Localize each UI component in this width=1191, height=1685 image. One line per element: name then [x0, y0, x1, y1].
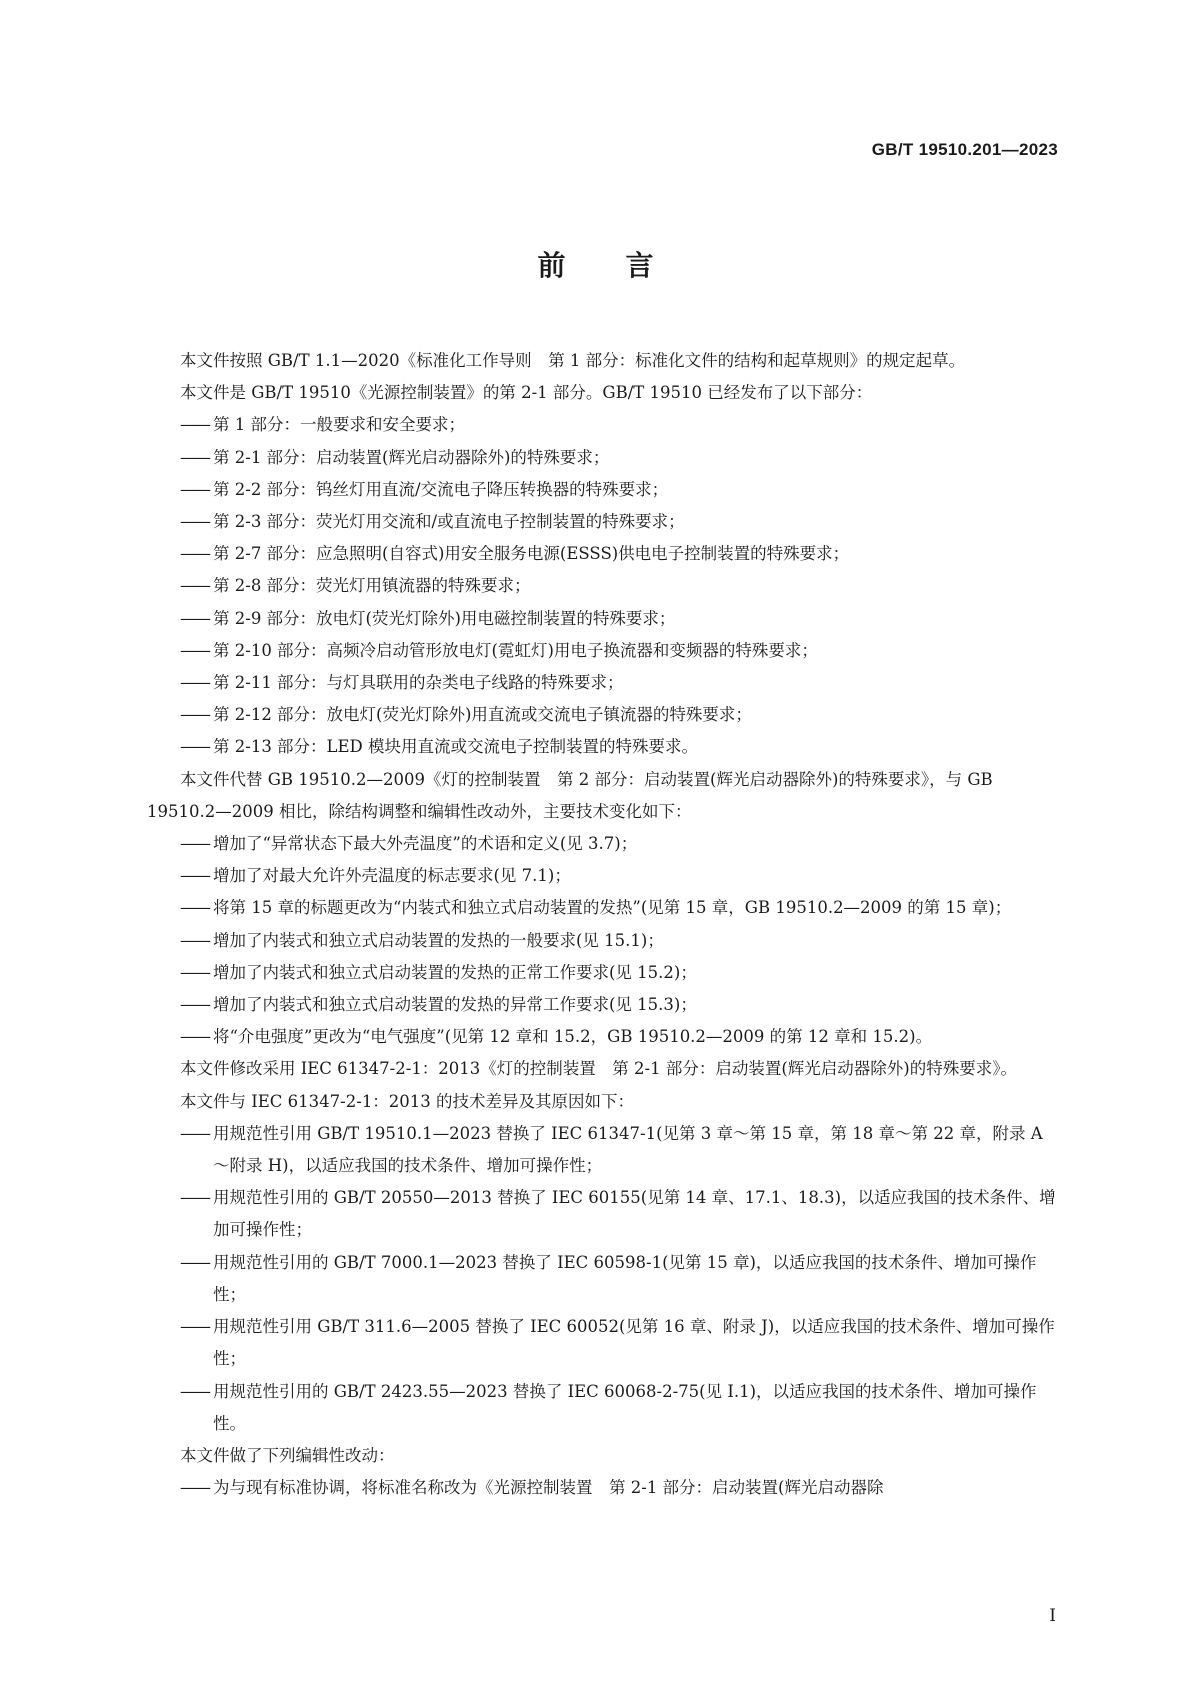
list-dash: ——: [180, 898, 209, 918]
list-dash: ——: [180, 576, 209, 596]
list-dash: ——: [180, 834, 209, 854]
list-item-text: 第 2-13 部分：LED 模块用直流或交流电子控制装置的特殊要求。: [213, 737, 699, 757]
list-item-text: 第 2-2 部分：钨丝灯用直流/交流电子降压转换器的特殊要求；: [213, 479, 669, 499]
paragraph: 本文件做了下列编辑性改动：: [180, 1445, 395, 1465]
list-dash: ——: [180, 705, 209, 725]
list-item: [147, 1021, 1059, 1053]
list-dash: ——: [180, 673, 209, 693]
list-item: [147, 860, 1059, 892]
list-dash: ——: [180, 930, 209, 950]
list-item: [147, 892, 1059, 924]
list-item-text: 用规范性引用 GB/T 311.6—2005 替换了 IEC 60052(见第 16 章、附录 J)，以适应我国的技术条件、增加可操作性；: [213, 1317, 1055, 1369]
list-item-text: 第 2-3 部分：荧光灯用交流和/或直流电子控制装置的特殊要求；: [213, 512, 685, 532]
paragraph: 本文件与 IEC 61347-2-1：2013 的技术差异及其原因如下：: [180, 1091, 635, 1111]
list-dash: ——: [180, 737, 209, 757]
list-item: [147, 474, 1059, 506]
list-item-text: 用规范性引用的 GB/T 2423.55—2023 替换了 IEC 60068-2-75(见 I.1)，以适应我国的技术条件、增加可操作性。: [213, 1381, 1037, 1433]
list-item: [147, 603, 1059, 635]
list-dash: ——: [180, 1478, 209, 1498]
paragraph: 本文件代替 GB 19510.2—2009《灯的控制装置 第 2 部分：启动装置(辉光启动器除外)的特殊要求》，与 GB 19510.2—2009 相比，除结构调整和编辑性改动外，主要技术变化如下：: [147, 769, 998, 821]
list-item: [147, 635, 1059, 667]
list-dash: ——: [180, 544, 209, 564]
list-item-text: 第 2-1 部分：启动装置(辉光启动器除外)的特殊要求；: [213, 447, 610, 467]
list-dash: ——: [180, 479, 209, 499]
list-item-text: 为与现有标准协调，将标准名称改为《光源控制装置 第 2-1 部分：启动装置(辉光启动器除: [213, 1478, 884, 1498]
list-item-text: 将第 15 章的标题更改为“内装式和独立式启动装置的发热”(见第 15 章，GB 19510.2—2009 的第 15 章)；: [213, 898, 1012, 918]
list-dash: ——: [180, 1317, 209, 1337]
list-item: [147, 409, 1059, 441]
list-item-text: 用规范性引用 GB/T 19510.1—2023 替换了 IEC 61347-1(见第 3 章～第 15 章，第 18 章～第 22 章，附录 A～附录 H)，以适应我国的技术条件、增加可操作性；: [213, 1123, 1043, 1176]
foreword-body: [147, 345, 1059, 1504]
page-number: I: [1049, 1606, 1056, 1626]
list-item-text: 第 2-10 部分：高频冷启动管形放电灯(霓虹灯)用电子换流器和变频器的特殊要求；: [213, 640, 818, 660]
list-item: [147, 1247, 1059, 1311]
list-item: [147, 538, 1059, 570]
page-title: 前言: [537, 249, 714, 282]
list-item-text: 第 2-9 部分：放电灯(荧光灯除外)用电磁控制装置的特殊要求；: [213, 608, 676, 628]
list-dash: ——: [180, 1123, 209, 1143]
list-dash: ——: [180, 995, 209, 1015]
list-item: [147, 570, 1059, 602]
list-dash: ——: [180, 1381, 209, 1401]
list-dash: ——: [180, 640, 209, 660]
paragraph: 本文件是 GB/T 19510《光源控制装置》的第 2-1 部分。GB/T 19510 已经发布了以下部分：: [180, 383, 873, 403]
list-item: [147, 1182, 1059, 1246]
list-item-text: 第 2-8 部分：荧光灯用镇流器的特殊要求；: [213, 576, 531, 596]
list-item-text: 增加了对最大允许外壳温度的标志要求(见 7.1)；: [213, 866, 571, 886]
list-item: [147, 957, 1059, 989]
list-item: [147, 1311, 1059, 1375]
list-item: [147, 1376, 1059, 1440]
list-item: [147, 506, 1059, 538]
standard-number: GB/T 19510.201—2023: [871, 140, 1058, 159]
list-dash: ——: [180, 866, 209, 886]
list-item-text: 用规范性引用的 GB/T 20550—2013 替换了 IEC 60155(见第 14 章、17.1、18.3)，以适应我国的技术条件、增加可操作性；: [213, 1188, 1056, 1240]
list-item: [147, 1118, 1059, 1182]
paragraph: 本文件修改采用 IEC 61347-2-1：2013《灯的控制装置 第 2-1 部分：启动装置(辉光启动器除外)的特殊要求》。: [180, 1059, 1017, 1079]
list-item: [147, 699, 1059, 731]
list-item: [147, 667, 1059, 699]
list-dash: ——: [180, 962, 209, 982]
list-item-text: 第 2-12 部分：放电灯(荧光灯除外)用直流或交流电子镇流器的特殊要求；: [213, 705, 752, 725]
list-item: [147, 442, 1059, 474]
list-item-text: 第 2-11 部分：与灯具联用的杂类电子线路的特殊要求；: [213, 673, 624, 693]
list-dash: ——: [180, 415, 209, 435]
list-item: [147, 989, 1059, 1021]
list-item: [147, 925, 1059, 957]
list-item: [147, 731, 1059, 763]
paragraph: 本文件按照 GB/T 1.1—2020《标准化工作导则 第 1 部分：标准化文件的结构和起草规则》的规定起草。: [180, 351, 966, 370]
list-item-text: 用规范性引用的 GB/T 7000.1—2023 替换了 IEC 60598-1(见第 15 章)，以适应我国的技术条件、增加可操作性；: [213, 1252, 1037, 1304]
list-item-text: 增加了内装式和独立式启动装置的发热的一般要求(见 15.1)；: [213, 930, 664, 950]
list-item-text: 增加了“异常状态下最大外壳温度”的术语和定义(见 3.7)；: [213, 834, 638, 854]
list-item-text: 第 1 部分：一般要求和安全要求；: [213, 415, 465, 435]
list-item-text: 将“介电强度”更改为“电气强度”(见第 12 章和 15.2，GB 19510.2—2009 的第 12 章和 15.2)。: [213, 1027, 933, 1047]
list-dash: ——: [180, 1027, 209, 1047]
list-dash: ——: [180, 1188, 209, 1208]
list-item: [147, 828, 1059, 860]
list-item-text: 增加了内装式和独立式启动装置的发热的异常工作要求(见 15.3)；: [213, 995, 697, 1015]
list-item: [147, 1472, 1059, 1504]
list-dash: ——: [180, 512, 209, 532]
list-item-text: 增加了内装式和独立式启动装置的发热的正常工作要求(见 15.2)；: [213, 962, 697, 982]
list-item-text: 第 2-7 部分：应急照明(自容式)用安全服务电源(ESSS)供电电子控制装置的特殊要求；: [213, 544, 850, 564]
list-dash: ——: [180, 1252, 209, 1272]
list-dash: ——: [180, 608, 209, 628]
list-dash: ——: [180, 447, 209, 467]
